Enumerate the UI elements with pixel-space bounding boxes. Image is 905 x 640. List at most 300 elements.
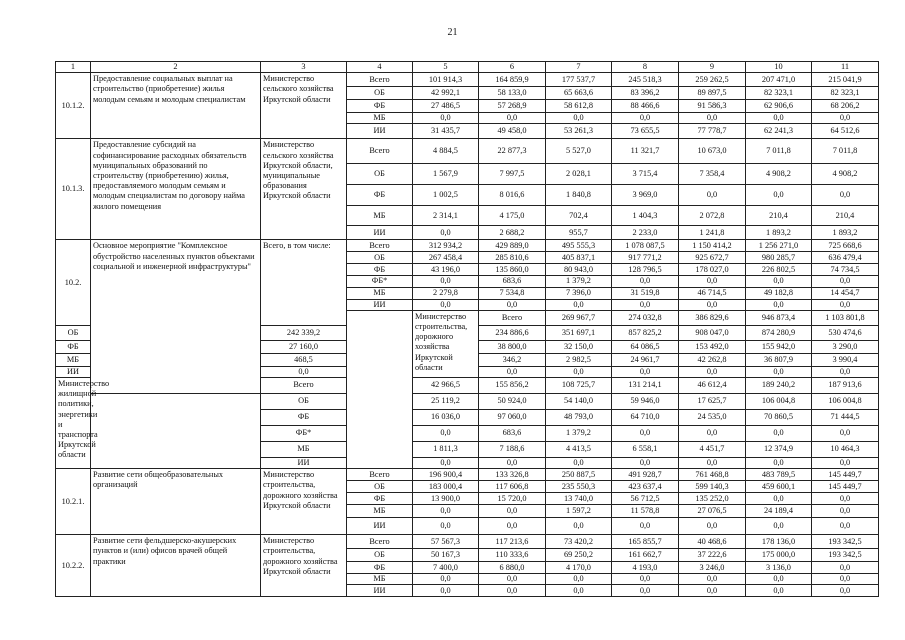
value-cell: 2 072,8 [679, 206, 746, 226]
value-cell: 62 906,6 [746, 100, 812, 113]
value-cell: 165 855,7 [612, 535, 679, 549]
value-cell: 0,0 [746, 585, 812, 597]
value-cell: 1 078 087,5 [612, 240, 679, 252]
value-cell: 468,5 [261, 353, 347, 366]
blank-code-cell [347, 310, 413, 468]
value-cell: 0,0 [612, 518, 679, 535]
value-cell: 8 016,6 [479, 185, 546, 206]
value-cell: 351 697,1 [546, 325, 612, 340]
value-cell: 10 464,3 [812, 442, 879, 458]
value-cell: 0,0 [413, 226, 479, 240]
value-cell: 42 966,5 [413, 378, 479, 394]
value-cell: 980 285,7 [746, 252, 812, 264]
value-cell: 242 339,2 [261, 325, 347, 340]
item-code: 10.2.1. [56, 469, 91, 535]
executor: Министерство строительства, дорожного хозяйства Иркутской области [413, 310, 479, 377]
value-cell: 429 889,0 [479, 240, 546, 252]
funding-source: ФБ [347, 493, 413, 505]
funding-source: МБ [347, 505, 413, 518]
value-cell: 2 688,2 [479, 226, 546, 240]
item-code: 10.1.3. [56, 139, 91, 240]
value-cell: 7 188,6 [479, 442, 546, 458]
funding-source: ИИ [347, 518, 413, 535]
value-cell: 65 663,6 [546, 87, 612, 100]
value-cell: 210,4 [812, 206, 879, 226]
value-cell: 269 967,7 [546, 310, 612, 325]
value-cell: 0,0 [679, 185, 746, 206]
budget-table [55, 61, 879, 597]
value-cell: 1 597,2 [546, 505, 612, 518]
value-cell: 178 027,0 [679, 264, 746, 276]
value-cell: 83 396,2 [612, 87, 679, 100]
value-cell: 4 451,7 [679, 442, 746, 458]
value-cell: 0,0 [679, 426, 746, 442]
funding-source: Всего [347, 73, 413, 87]
funding-source: ИИ [56, 366, 91, 377]
value-cell: 0,0 [479, 299, 546, 310]
funding-source: МБ [56, 353, 91, 366]
value-cell: 1 893,2 [746, 226, 812, 240]
item-name: Развитие сети фельдшерско-акушерских пунктов и (или) офисов врачей общей практики [91, 535, 261, 597]
value-cell: 1 567,9 [413, 164, 479, 185]
value-cell: 43 196,0 [413, 264, 479, 276]
value-cell: 0,0 [413, 505, 479, 518]
executor: Министерство строительства, дорожного хозяйства Иркутской области [261, 469, 347, 535]
table-body [56, 62, 879, 597]
value-cell: 7 396,0 [546, 287, 612, 299]
value-cell: 42 262,8 [679, 353, 746, 366]
value-cell: 0,0 [746, 458, 812, 469]
value-cell: 312 934,2 [413, 240, 479, 252]
value-cell: 0,0 [746, 518, 812, 535]
column-header: 7 [546, 62, 612, 73]
funding-source: Всего [347, 139, 413, 164]
value-cell: 82 323,1 [812, 87, 879, 100]
value-cell: 0,0 [413, 276, 479, 287]
value-cell: 917 771,2 [612, 252, 679, 264]
funding-source: Всего [347, 240, 413, 252]
value-cell: 0,0 [413, 113, 479, 124]
value-cell: 6 558,1 [612, 442, 679, 458]
value-cell: 702,4 [546, 206, 612, 226]
funding-source: ФБ [261, 410, 347, 426]
funding-source: МБ [347, 287, 413, 299]
value-cell: 0,0 [812, 426, 879, 442]
funding-source: ОБ [56, 325, 91, 340]
value-cell: 636 479,4 [812, 252, 879, 264]
value-cell: 955,7 [546, 226, 612, 240]
value-cell: 0,0 [479, 574, 546, 585]
value-cell: 0,0 [413, 574, 479, 585]
column-header: 4 [347, 62, 413, 73]
value-cell: 196 900,4 [413, 469, 479, 481]
value-cell: 155 856,2 [479, 378, 546, 394]
value-cell: 12 374,9 [746, 442, 812, 458]
funding-source: ФБ* [261, 426, 347, 442]
column-header: 10 [746, 62, 812, 73]
value-cell: 267 458,4 [413, 252, 479, 264]
value-cell: 0,0 [679, 366, 746, 377]
column-header: 8 [612, 62, 679, 73]
value-cell: 0,0 [479, 366, 546, 377]
value-cell: 145 449,7 [812, 469, 879, 481]
value-cell: 1 893,2 [812, 226, 879, 240]
value-cell: 82 323,1 [746, 87, 812, 100]
value-cell: 0,0 [479, 505, 546, 518]
value-cell: 0,0 [679, 458, 746, 469]
value-cell: 0,0 [746, 299, 812, 310]
value-cell: 207 471,0 [746, 73, 812, 87]
value-cell: 0,0 [479, 518, 546, 535]
value-cell: 0,0 [746, 276, 812, 287]
value-cell: 133 326,8 [479, 469, 546, 481]
value-cell: 161 662,7 [612, 549, 679, 562]
value-cell: 69 250,2 [546, 549, 612, 562]
value-cell: 0,0 [413, 458, 479, 469]
value-cell: 0,0 [413, 299, 479, 310]
value-cell: 80 943,0 [546, 264, 612, 276]
value-cell: 0,0 [812, 585, 879, 597]
value-cell: 135 252,0 [679, 493, 746, 505]
value-cell: 1 811,3 [413, 442, 479, 458]
value-cell: 71 444,5 [812, 410, 879, 426]
item-name: Развитие сети общеобразовательных организаций [91, 469, 261, 535]
funding-source: ФБ* [347, 276, 413, 287]
page-number: 21 [447, 27, 458, 38]
value-cell: 1 840,8 [546, 185, 612, 206]
value-cell: 193 342,5 [812, 535, 879, 549]
value-cell: 423 637,4 [612, 481, 679, 493]
value-cell: 2 233,0 [612, 226, 679, 240]
funding-source: ФБ [347, 264, 413, 276]
value-cell: 24 189,4 [746, 505, 812, 518]
funding-source: МБ [347, 113, 413, 124]
funding-source: МБ [261, 442, 347, 458]
value-cell: 13 740,0 [546, 493, 612, 505]
value-cell: 530 474,6 [812, 325, 879, 340]
value-cell: 274 032,8 [612, 310, 679, 325]
table-row [56, 240, 879, 252]
value-cell: 131 214,1 [612, 378, 679, 394]
value-cell: 11 321,7 [612, 139, 679, 164]
funding-source: ОБ [347, 164, 413, 185]
value-cell: 89 897,5 [679, 87, 746, 100]
value-cell: 73 655,5 [612, 124, 679, 139]
value-cell: 46 612,4 [679, 378, 746, 394]
value-cell: 1 379,2 [546, 426, 612, 442]
value-cell: 0,0 [612, 366, 679, 377]
value-cell: 7 011,8 [812, 139, 879, 164]
item-name: Основное мероприятие "Комплексное обустройство населенных пунктов объектами социальной и инженерной инфраструктуры" [91, 240, 261, 394]
value-cell: 7 358,4 [679, 164, 746, 185]
value-cell: 0,0 [413, 585, 479, 597]
value-cell: 3 990,4 [812, 353, 879, 366]
value-cell: 0,0 [612, 299, 679, 310]
value-cell: 183 000,4 [413, 481, 479, 493]
value-cell: 164 859,9 [479, 73, 546, 87]
value-cell: 0,0 [546, 518, 612, 535]
value-cell: 0,0 [612, 113, 679, 124]
value-cell: 31 519,8 [612, 287, 679, 299]
value-cell: 48 793,0 [546, 410, 612, 426]
value-cell: 3 136,0 [746, 562, 812, 574]
value-cell: 4 884,5 [413, 139, 479, 164]
column-header: 11 [812, 62, 879, 73]
funding-source: Всего [479, 310, 546, 325]
value-cell: 108 725,7 [546, 378, 612, 394]
funding-source: Всего [347, 535, 413, 549]
value-cell: 0,0 [612, 574, 679, 585]
value-cell: 1 241,8 [679, 226, 746, 240]
value-cell: 259 262,5 [679, 73, 746, 87]
value-cell: 346,2 [479, 353, 546, 366]
value-cell: 0,0 [812, 276, 879, 287]
value-cell: 0,0 [546, 113, 612, 124]
value-cell: 0,0 [612, 585, 679, 597]
value-cell: 0,0 [812, 574, 879, 585]
funding-source: ИИ [261, 458, 347, 469]
value-cell: 24 535,0 [679, 410, 746, 426]
item-code: 10.1.2. [56, 73, 91, 139]
value-cell: 0,0 [746, 426, 812, 442]
funding-source: ИИ [347, 299, 413, 310]
value-cell: 946 873,4 [746, 310, 812, 325]
value-cell: 761 468,8 [679, 469, 746, 481]
value-cell: 0,0 [679, 276, 746, 287]
value-cell: 57 567,3 [413, 535, 479, 549]
value-cell: 53 261,3 [546, 124, 612, 139]
executor: Всего, в том числе: [261, 240, 347, 325]
value-cell: 0,0 [679, 113, 746, 124]
header-row [56, 62, 879, 73]
value-cell: 7 997,5 [479, 164, 546, 185]
column-header: 3 [261, 62, 347, 73]
value-cell: 0,0 [812, 113, 879, 124]
value-cell: 7 011,8 [746, 139, 812, 164]
item-name: Предоставление субсидий на софинансирование расходных обязательств муниципальных образований по строительству (приобретению) жилья, предоставляемого молодым семьям и молодым специалистам по договору найма жилого помещения [91, 139, 261, 240]
value-cell: 117 213,6 [479, 535, 546, 549]
column-header: 6 [479, 62, 546, 73]
value-cell: 110 333,6 [479, 549, 546, 562]
funding-source: ОБ [347, 549, 413, 562]
value-cell: 0,0 [679, 574, 746, 585]
funding-source: ИИ [347, 585, 413, 597]
value-cell: 0,0 [413, 426, 479, 442]
value-cell: 0,0 [546, 574, 612, 585]
value-cell: 36 807,9 [746, 353, 812, 366]
executor: Министерство строительства, дорожного хозяйства Иркутской области [261, 535, 347, 597]
item-name: Предоставление социальных выплат на строительство (приобретение) жилья молодым семьям и молодым специалистам [91, 73, 261, 139]
value-cell: 49 182,8 [746, 287, 812, 299]
value-cell: 0,0 [546, 366, 612, 377]
value-cell: 189 240,2 [746, 378, 812, 394]
value-cell: 0,0 [479, 113, 546, 124]
value-cell: 38 800,0 [479, 340, 546, 353]
value-cell: 0,0 [479, 458, 546, 469]
value-cell: 11 578,8 [612, 505, 679, 518]
value-cell: 599 140,3 [679, 481, 746, 493]
value-cell: 725 668,6 [812, 240, 879, 252]
funding-source: ФБ [347, 100, 413, 113]
value-cell: 145 449,7 [812, 481, 879, 493]
value-cell: 32 150,0 [546, 340, 612, 353]
funding-source: Всего [261, 378, 347, 394]
value-cell: 7 400,0 [413, 562, 479, 574]
table-row [56, 139, 879, 164]
value-cell: 1 103 801,8 [812, 310, 879, 325]
value-cell: 4 413,5 [546, 442, 612, 458]
value-cell: 386 829,6 [679, 310, 746, 325]
value-cell: 857 825,2 [612, 325, 679, 340]
value-cell: 0,0 [812, 505, 879, 518]
value-cell: 3 290,0 [812, 340, 879, 353]
funding-source: Всего [347, 469, 413, 481]
value-cell: 210,4 [746, 206, 812, 226]
value-cell: 40 468,6 [679, 535, 746, 549]
funding-source: ИИ [347, 124, 413, 139]
value-cell: 215 041,9 [812, 73, 879, 87]
value-cell: 193 342,5 [812, 549, 879, 562]
value-cell: 64 710,0 [612, 410, 679, 426]
value-cell: 31 435,7 [413, 124, 479, 139]
value-cell: 58 612,8 [546, 100, 612, 113]
value-cell: 54 140,0 [546, 394, 612, 410]
value-cell: 0,0 [746, 574, 812, 585]
value-cell: 49 458,0 [479, 124, 546, 139]
value-cell: 0,0 [812, 518, 879, 535]
value-cell: 187 913,6 [812, 378, 879, 394]
value-cell: 250 887,5 [546, 469, 612, 481]
value-cell: 14 454,7 [812, 287, 879, 299]
value-cell: 97 060,0 [479, 410, 546, 426]
value-cell: 74 734,5 [812, 264, 879, 276]
value-cell: 3 715,4 [612, 164, 679, 185]
value-cell: 0,0 [812, 562, 879, 574]
value-cell: 15 720,0 [479, 493, 546, 505]
value-cell: 3 246,0 [679, 562, 746, 574]
value-cell: 22 877,3 [479, 139, 546, 164]
value-cell: 459 600,1 [746, 481, 812, 493]
value-cell: 245 518,3 [612, 73, 679, 87]
value-cell: 1 379,2 [546, 276, 612, 287]
value-cell: 27 160,0 [261, 340, 347, 353]
value-cell: 178 136,0 [746, 535, 812, 549]
value-cell: 2 314,1 [413, 206, 479, 226]
value-cell: 4 170,0 [546, 562, 612, 574]
value-cell: 2 279,8 [413, 287, 479, 299]
value-cell: 73 420,2 [546, 535, 612, 549]
value-cell: 0,0 [546, 585, 612, 597]
value-cell: 57 268,9 [479, 100, 546, 113]
value-cell: 10 673,0 [679, 139, 746, 164]
value-cell: 0,0 [679, 299, 746, 310]
value-cell: 117 606,8 [479, 481, 546, 493]
value-cell: 70 860,5 [746, 410, 812, 426]
value-cell: 4 193,0 [612, 562, 679, 574]
value-cell: 2 982,5 [546, 353, 612, 366]
value-cell: 5 527,0 [546, 139, 612, 164]
value-cell: 0,0 [413, 518, 479, 535]
funding-source: МБ [347, 574, 413, 585]
value-cell: 1 002,5 [413, 185, 479, 206]
value-cell: 37 222,6 [679, 549, 746, 562]
value-cell: 491 928,7 [612, 469, 679, 481]
value-cell: 0,0 [612, 276, 679, 287]
funding-source: ОБ [347, 481, 413, 493]
value-cell: 235 550,3 [546, 481, 612, 493]
value-cell: 908 047,0 [679, 325, 746, 340]
value-cell: 0,0 [812, 185, 879, 206]
value-cell: 0,0 [612, 458, 679, 469]
value-cell: 1 404,3 [612, 206, 679, 226]
value-cell: 56 712,5 [612, 493, 679, 505]
funding-source: ФБ [347, 562, 413, 574]
value-cell: 0,0 [546, 458, 612, 469]
table-row [56, 535, 879, 549]
column-header: 2 [91, 62, 261, 73]
value-cell: 50 924,0 [479, 394, 546, 410]
value-cell: 16 036,0 [413, 410, 479, 426]
value-cell: 4 175,0 [479, 206, 546, 226]
value-cell: 0,0 [812, 493, 879, 505]
value-cell: 0,0 [812, 458, 879, 469]
value-cell: 495 555,3 [546, 240, 612, 252]
value-cell: 91 586,3 [679, 100, 746, 113]
value-cell: 1 256 271,0 [746, 240, 812, 252]
funding-source: ИИ [347, 226, 413, 240]
funding-source: ФБ [56, 340, 91, 353]
value-cell: 42 992,1 [413, 87, 479, 100]
column-header: 9 [679, 62, 746, 73]
value-cell: 3 969,0 [612, 185, 679, 206]
blank-name-cell [91, 394, 261, 469]
table-row [56, 469, 879, 481]
table-row [56, 73, 879, 87]
value-cell: 13 900,0 [413, 493, 479, 505]
funding-source: МБ [347, 206, 413, 226]
funding-source: ФБ [347, 185, 413, 206]
value-cell: 234 886,6 [479, 325, 546, 340]
value-cell: 62 241,3 [746, 124, 812, 139]
funding-source: ОБ [347, 252, 413, 264]
executor: Министерство сельского хозяйства Иркутской области [261, 73, 347, 139]
value-cell: 50 167,3 [413, 549, 479, 562]
value-cell: 177 537,7 [546, 73, 612, 87]
value-cell: 925 672,7 [679, 252, 746, 264]
item-code: 10.2.2. [56, 535, 91, 597]
value-cell: 128 796,5 [612, 264, 679, 276]
value-cell: 874 280,9 [746, 325, 812, 340]
table-row [56, 394, 879, 410]
value-cell: 24 961,7 [612, 353, 679, 366]
value-cell: 64 086,5 [612, 340, 679, 353]
value-cell: 7 534,8 [479, 287, 546, 299]
value-cell: 226 802,5 [746, 264, 812, 276]
value-cell: 0,0 [612, 426, 679, 442]
value-cell: 4 908,2 [746, 164, 812, 185]
value-cell: 0,0 [746, 366, 812, 377]
value-cell: 175 000,0 [746, 549, 812, 562]
value-cell: 0,0 [261, 366, 347, 377]
value-cell: 64 512,6 [812, 124, 879, 139]
value-cell: 285 810,6 [479, 252, 546, 264]
value-cell: 27 076,5 [679, 505, 746, 518]
item-code: 10.2. [56, 240, 91, 325]
value-cell: 0,0 [746, 493, 812, 505]
value-cell: 135 860,0 [479, 264, 546, 276]
executor: Министерство жилищной политики, энергетики и транспорта Иркутской области [56, 378, 91, 469]
value-cell: 0,0 [812, 299, 879, 310]
